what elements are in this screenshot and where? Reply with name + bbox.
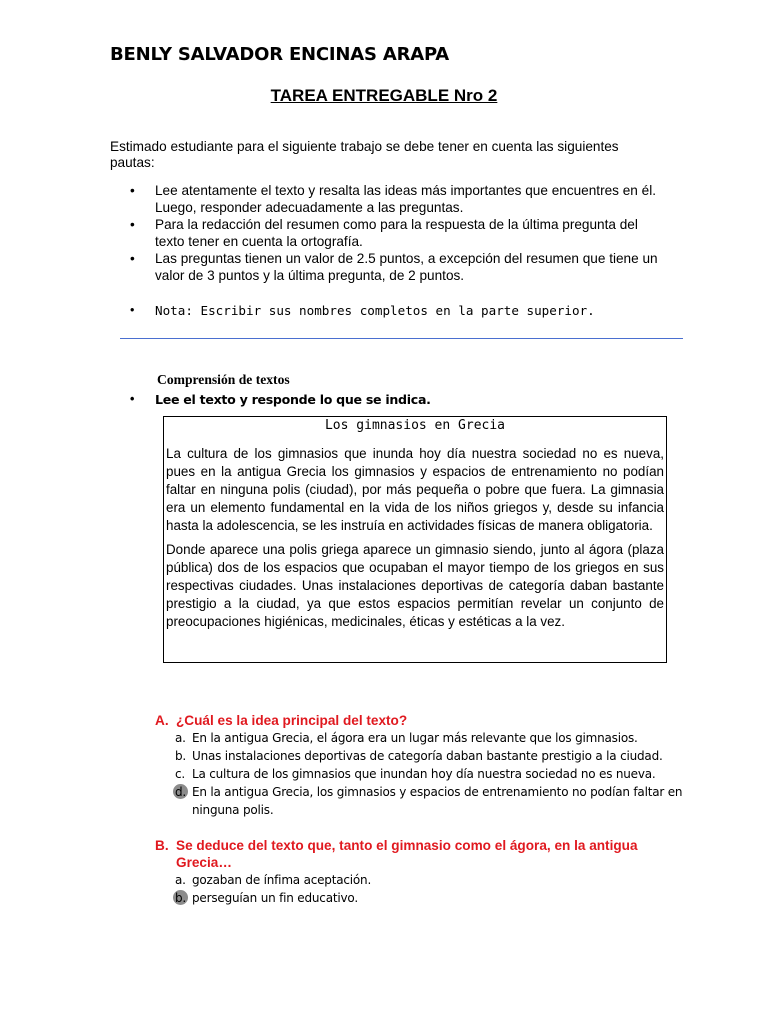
bullet-icon: • bbox=[130, 217, 135, 232]
option-c[interactable] bbox=[175, 765, 695, 783]
reading-box bbox=[163, 416, 667, 663]
option-text: gozaban de ínfima aceptación. bbox=[192, 873, 372, 887]
question-text: ¿Cuál es la idea principal del texto? bbox=[176, 713, 408, 728]
instruction bbox=[110, 392, 431, 407]
note-text: Nota: Escribir sus nombres completos en la parte superior. bbox=[155, 303, 595, 318]
section-title: Comprensión de textos bbox=[157, 372, 290, 387]
intro-text: Estimado estudiante para el siguiente trabajo se debe tener en cuenta las siguientes pautas: bbox=[110, 139, 619, 170]
option-b[interactable] bbox=[175, 747, 695, 765]
option-label: a. bbox=[175, 873, 186, 887]
bullet-icon: • bbox=[130, 251, 135, 266]
guideline-item bbox=[110, 182, 670, 216]
option-text: En la antigua Grecia, los gimnasios y espacios de entrenamiento no podían faltar en ninguna polis. bbox=[192, 785, 683, 817]
question-heading bbox=[155, 837, 695, 871]
option-label: c. bbox=[175, 767, 186, 781]
bullet-icon: • bbox=[130, 183, 135, 198]
options-list bbox=[175, 871, 695, 907]
question-letter: B. bbox=[155, 838, 169, 853]
question-a bbox=[155, 712, 695, 819]
guideline-text: Lee atentamente el texto y resalta las ideas más importantes que encuentres en él. Luego, responder adecuadamente a las preguntas. bbox=[155, 183, 656, 215]
question-text: Se deduce del texto que, tanto el gimnasio como el ágora, en la antigua Grecia… bbox=[176, 838, 638, 870]
question-heading bbox=[155, 712, 695, 729]
bullet-icon: • bbox=[130, 392, 135, 406]
guideline-item bbox=[110, 250, 670, 284]
option-label: d. bbox=[175, 785, 187, 799]
reading-paragraph: La cultura de los gimnasios que inunda hoy día nuestra sociedad no es nueva, pues en la antigua Grecia los gimnasios y espacios de entrenamiento no podían faltar en ninguna polis (ciudad), por más pequeña o pobre que fuera. La gimnasia era un elemento fundamental en la vida de los niños griegos y, desde su infancia hasta la adolescencia, se les instruía en actividades físicas de manera obligatoria. bbox=[166, 446, 664, 533]
bullet-icon: • bbox=[130, 303, 135, 317]
note bbox=[110, 303, 710, 318]
question-letter: A. bbox=[155, 713, 169, 728]
guideline-item bbox=[110, 216, 670, 250]
guidelines-list bbox=[110, 182, 670, 284]
option-a[interactable] bbox=[175, 871, 695, 889]
options-list bbox=[175, 729, 695, 819]
option-label: a. bbox=[175, 731, 186, 745]
student-name: BENLY SALVADOR ENCINAS ARAPA bbox=[110, 44, 450, 65]
option-text: La cultura de los gimnasios que inundan hoy día nuestra sociedad no es nueva. bbox=[192, 767, 656, 781]
reading-paragraph: Donde aparece una polis griega aparece un gimnasio siendo, junto al ágora (plaza pública) dos de los espacios que ocupaban el mayor tiempo de los griegos en sus respectivas ciudades. Unas instalaciones deportivas de categoría daban bastante prestigio a la ciudad, ya que estos espacios permitían revelar un conjunto de preocupaciones higiénicas, medicinales, éticas y estéticas a la vez. bbox=[166, 542, 664, 629]
question-b bbox=[155, 837, 695, 907]
option-text: En la antigua Grecia, el ágora era un lugar más relevante que los gimnasios. bbox=[192, 731, 638, 745]
document-title: TAREA ENTREGABLE Nro 2 bbox=[270, 86, 498, 105]
option-label: b. bbox=[175, 891, 187, 905]
instruction-text: Lee el texto y responde lo que se indica. bbox=[155, 392, 431, 407]
option-a[interactable] bbox=[175, 729, 695, 747]
guideline-text: Las preguntas tienen un valor de 2.5 puntos, a excepción del resumen que tiene un valor de 3 puntos y la última pregunta, de 2 puntos. bbox=[155, 251, 658, 283]
option-d-selected[interactable] bbox=[175, 783, 695, 819]
option-text: Unas instalaciones deportivas de categoría daban bastante prestigio a la ciudad. bbox=[192, 749, 663, 763]
option-b-selected[interactable] bbox=[175, 889, 695, 907]
option-text: perseguían un fin educativo. bbox=[192, 891, 358, 905]
option-label: b. bbox=[175, 749, 187, 763]
separator-line bbox=[120, 338, 683, 339]
reading-title: Los gimnasios en Grecia bbox=[324, 418, 505, 433]
guideline-text: Para la redacción del resumen como para la respuesta de la última pregunta del texto tener en cuenta la ortografía. bbox=[155, 217, 638, 249]
